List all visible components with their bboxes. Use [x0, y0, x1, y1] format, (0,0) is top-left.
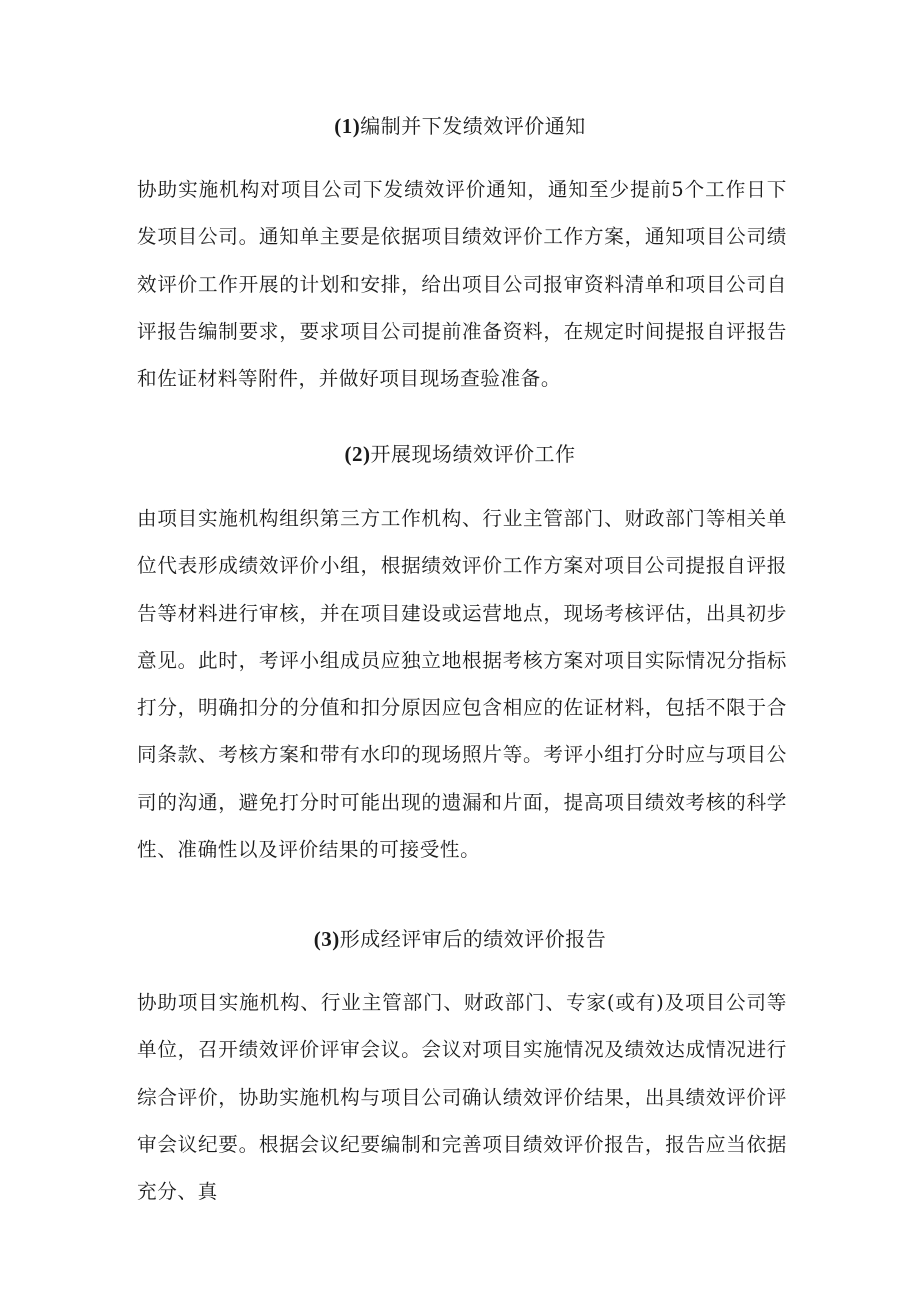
section-heading-3 [0, 925, 920, 953]
section-heading-1 [0, 112, 920, 140]
section-number: (1) [334, 114, 361, 138]
section-number: (3) [313, 927, 340, 951]
section-title: 形成经评审后的绩效评价报告 [339, 927, 607, 951]
section-title: 开展现场绩效评价工作 [370, 442, 576, 466]
section-body-2: 由项目实施机构组织第三方工作机构、行业主管部门、财政部门等相关单位代表形成绩效评价小组，根据绩效评价工作方案对项目公司提报自评报告等材料进行审核，并在项目建设或运营地点，现场考核评估，出具初步意见。此时，考评小组成员应独立地根据考核方案对项目实际情况分指标打分，明确扣分的分值和扣分原因应包含相应的佐证材料，包括不限于合同条款、考核方案和带有水印的现场照片等。考评小组打分时应与项目公司的沟通，避免打分时可能出现的遗漏和片面，提高项目绩效考核的科学性、准确性以及评价结果的可接受性。 [137, 507, 787, 862]
section-number: (2) [344, 442, 371, 466]
section-body-3: 协助项目实施机构、行业主管部门、财政部门、专家(或有)及项目公司等单位，召开绩效评价评审会议。会议对项目实施情况及绩效达成情况进行综合评价，协助实施机构与项目公司确认绩效评价结果，出具绩效评价评审会议纪要。根据会议纪要编制和完善项目绩效评价报告，报告应当依据充分、真 [137, 991, 787, 1204]
section-body-1: 协助实施机构对项目公司下发绩效评价通知，通知至少提前5个工作日下发项目公司。通知单主要是依据项目绩效评价工作方案，通知项目公司绩效评价工作开展的计划和安排，给出项目公司报审资料清单和项目公司自评报告编制要求，要求项目公司提前准备资料，在规定时间提报自评报告和佐证材料等附件，并做好项目现场查验准备。 [137, 178, 787, 391]
section-heading-2 [0, 440, 920, 468]
section-title: 编制并下发绩效评价通知 [360, 114, 586, 138]
